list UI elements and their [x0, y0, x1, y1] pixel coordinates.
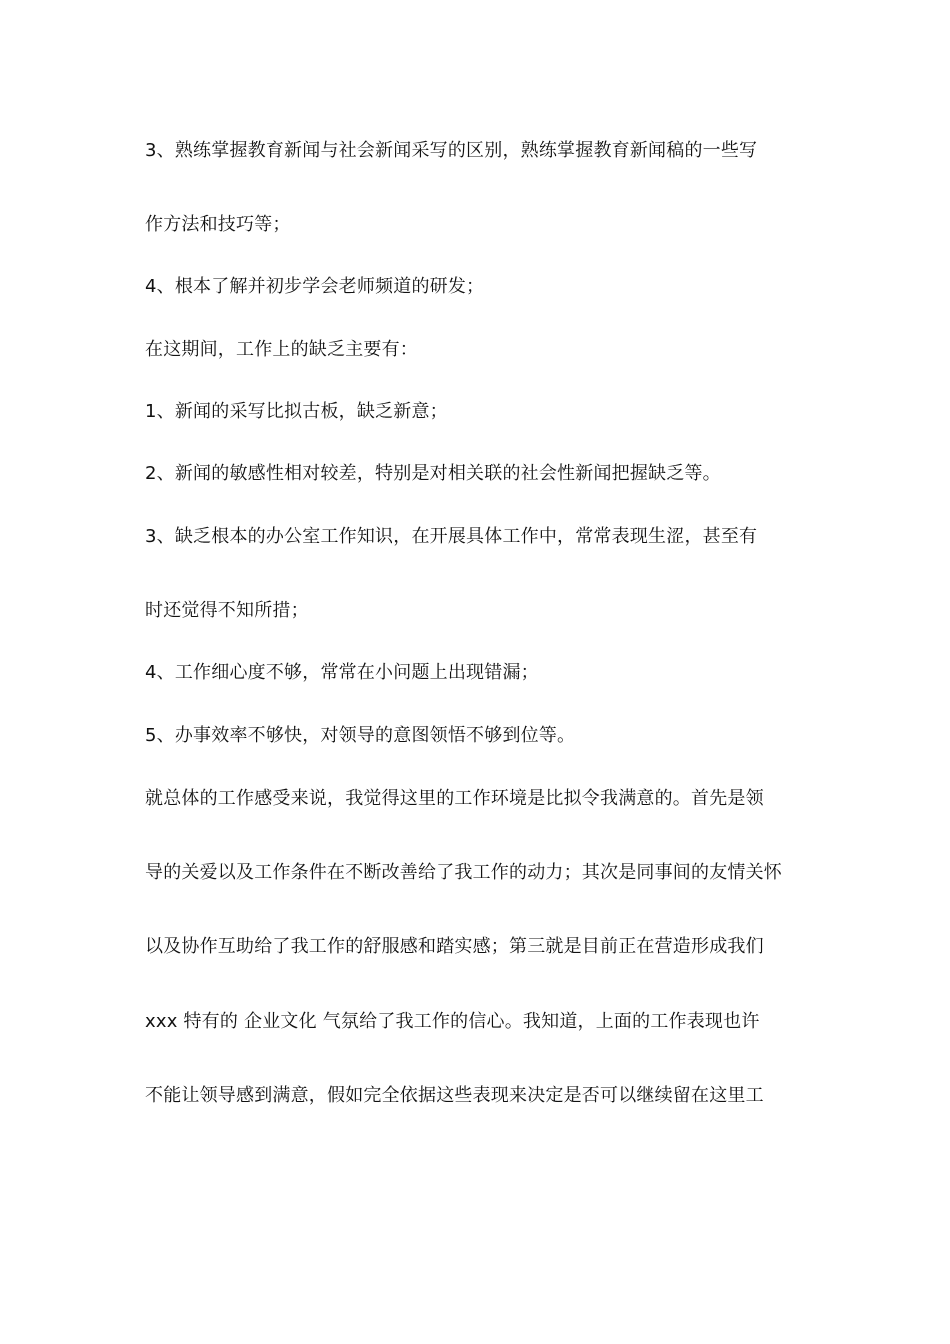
text-line: 4、工作细心度不够，常常在小问题上出现错漏；	[145, 662, 539, 683]
text-line: 以及协作互助给了我工作的舒服感和踏实感；第三就是目前正在营造形成我们	[145, 936, 764, 957]
text-line: 时还觉得不知所措；	[145, 600, 309, 621]
text-line: 2、新闻的敏感性相对较差，特别是对相关联的社会性新闻把握缺乏等。	[145, 463, 721, 484]
text-line: 在这期间，工作上的缺乏主要有：	[145, 339, 418, 360]
text-line: 不能让领导感到满意，假如完全依据这些表现来决定是否可以继续留在这里工	[145, 1085, 764, 1106]
text-line: 1、新闻的采写比拟古板，缺乏新意；	[145, 401, 448, 422]
text-line: 作方法和技巧等；	[145, 214, 291, 235]
text-line: 就总体的工作感受来说，我觉得这里的工作环境是比拟令我满意的。首先是领	[145, 788, 764, 809]
text-line: 导的关爱以及工作条件在不断改善给了我工作的动力；其次是同事间的友情关怀	[145, 862, 782, 883]
text-line: 4、根本了解并初步学会老师频道的研发；	[145, 276, 485, 297]
text-line: xxx 特有的 企业文化 气氛给了我工作的信心。我知道，上面的工作表现也许	[145, 1011, 760, 1032]
text-line: 3、缺乏根本的办公室工作知识，在开展具体工作中，常常表现生涩，甚至有	[145, 526, 758, 547]
text-line: 5、办事效率不够快，对领导的意图领悟不够到位等。	[145, 725, 576, 746]
text-line: 3、熟练掌握教育新闻与社会新闻采写的区别，熟练掌握教育新闻稿的一些写	[145, 140, 758, 161]
